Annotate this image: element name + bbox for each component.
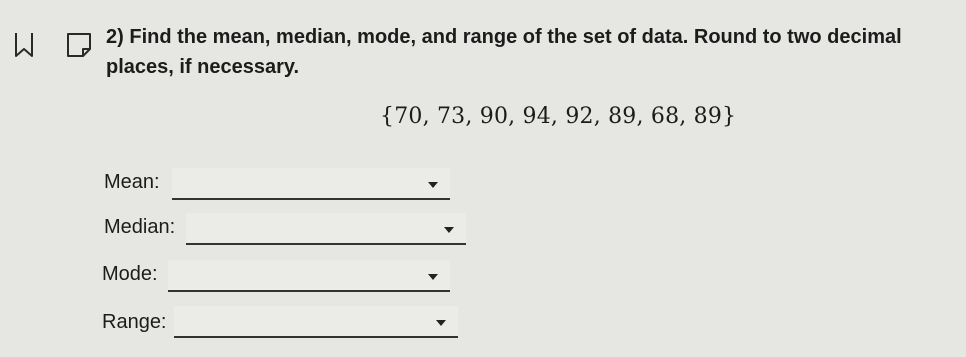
bookmark-icon[interactable] [14,32,34,58]
question-prompt: Find the mean, median, mode, and range of the set of data. Round to two decimal places, if necessary. [106,26,902,78]
mean-label: Mean: [104,171,160,193]
chevron-down-icon [428,182,438,188]
chevron-down-icon [444,227,454,233]
chevron-down-icon [436,320,446,326]
question-number: 2) [106,26,124,48]
median-label: Median: [104,216,176,238]
mode-label: Mode: [102,263,158,285]
range-answer-dropdown[interactable] [174,306,458,338]
data-set: {70, 73, 90, 94, 92, 89, 68, 89} [380,104,737,129]
mean-answer-dropdown[interactable] [172,168,450,200]
question-text [106,22,956,82]
chevron-down-icon [428,274,438,280]
mode-answer-dropdown[interactable] [168,260,450,292]
median-answer-dropdown[interactable] [186,213,466,245]
note-icon[interactable] [66,32,92,58]
range-label: Range: [102,311,167,333]
